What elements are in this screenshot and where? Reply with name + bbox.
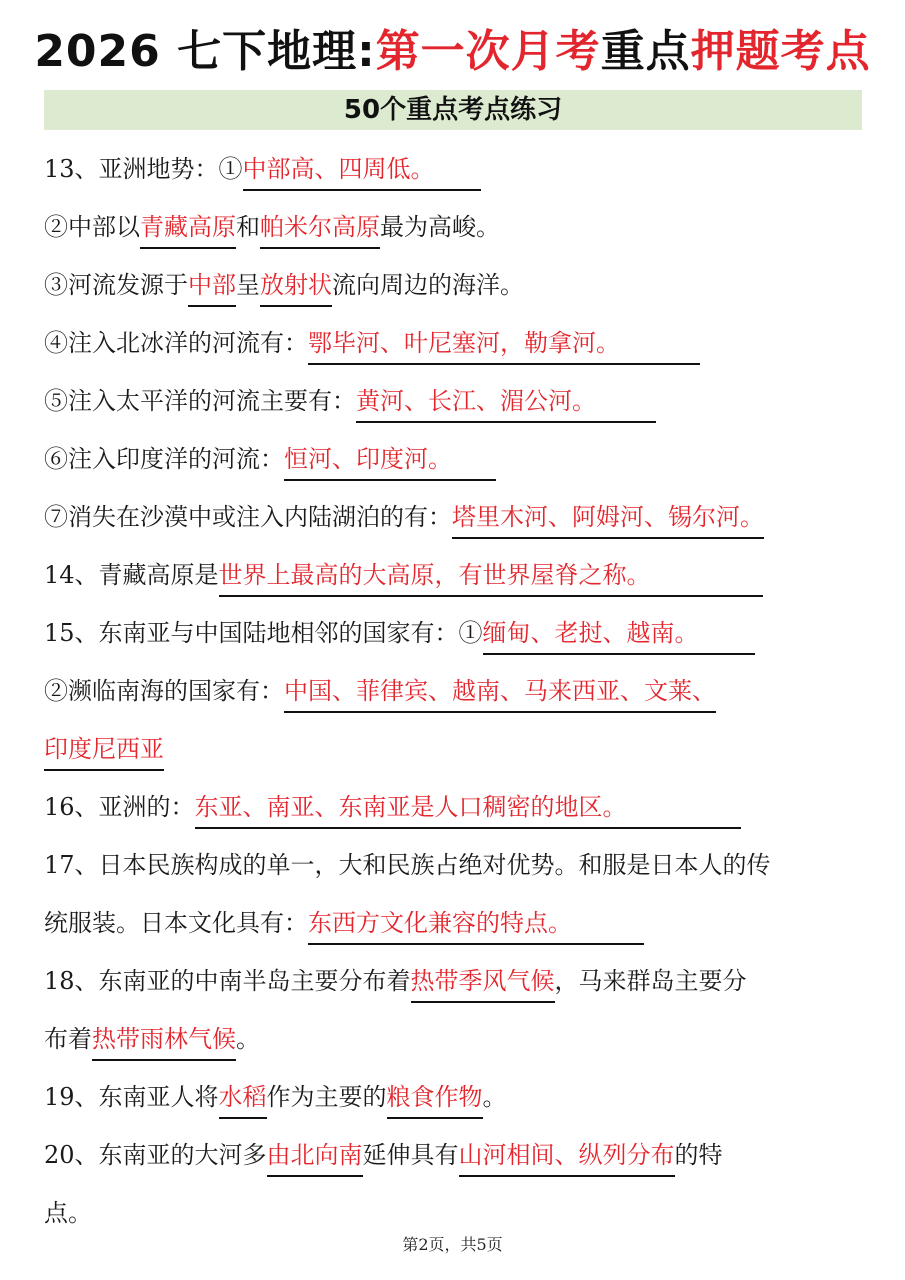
question-text: 呈 — [236, 271, 260, 299]
question-text: 16、亚洲的： — [44, 793, 195, 821]
list-item — [44, 488, 866, 546]
question-text: 15、东南亚与中国陆地相邻的国家有：① — [44, 619, 483, 647]
list-item — [44, 1126, 866, 1184]
answer-blank: 水稻 — [219, 1077, 267, 1119]
answer-blank: 帕米尔高原 — [260, 207, 380, 249]
list-item — [44, 372, 866, 430]
list-item — [44, 314, 866, 372]
answer-blank: 由北向南 — [267, 1135, 363, 1177]
title-part-year: 2026 七下地理: — [34, 26, 376, 77]
title-part-exam: 第一次月考 — [375, 26, 601, 77]
answer-blank: 印度尼西亚 — [44, 729, 164, 771]
question-list — [44, 140, 866, 1242]
list-item — [44, 1010, 866, 1068]
answer-blank: 热带季风气候 — [411, 961, 555, 1003]
list-item — [44, 1068, 866, 1126]
answer-blank: 黄河、长江、湄公河。 — [356, 381, 656, 423]
list-item — [44, 604, 866, 662]
answer-blank: 粮食作物 — [387, 1077, 483, 1119]
question-text: ⑦消失在沙漠中或注入内陆湖泊的有： — [44, 503, 452, 531]
question-text: 和 — [236, 213, 260, 241]
question-text: 。 — [482, 1083, 507, 1111]
page-title — [0, 22, 905, 82]
answer-blank: 青藏高原 — [140, 207, 236, 249]
question-text: 20、东南亚的大河多 — [44, 1141, 267, 1169]
title-part-topics: 押题考点 — [690, 26, 871, 77]
question-text: 最为高峻。 — [380, 213, 500, 241]
answer-blank: 东西方文化兼容的特点。 — [308, 903, 644, 945]
answer-blank: 放射状 — [260, 265, 332, 307]
subtitle-banner — [44, 90, 862, 130]
question-text: ，马来群岛主要分 — [554, 967, 747, 995]
list-item — [44, 894, 866, 952]
list-item — [44, 256, 866, 314]
answer-blank: 中部 — [188, 265, 236, 307]
question-text: ③河流发源于 — [44, 271, 188, 299]
list-item — [44, 430, 866, 488]
answer-blank: 鄂毕河、叶尼塞河，勒拿河。 — [308, 323, 700, 365]
list-item — [44, 546, 866, 604]
question-text: 19、东南亚人将 — [44, 1083, 219, 1111]
page-footer — [0, 1232, 905, 1255]
answer-blank: 东亚、南亚、东南亚是人口稠密的地区。 — [195, 787, 741, 829]
question-text: ②中部以 — [44, 213, 140, 241]
question-text: 点。 — [44, 1199, 92, 1227]
question-text: 布着 — [44, 1025, 92, 1053]
question-text: 18、东南亚的中南半岛主要分布着 — [44, 967, 411, 995]
question-text: 作为主要的 — [266, 1083, 387, 1111]
question-text: ⑥注入印度洋的河流： — [44, 445, 284, 473]
question-text: 的特 — [674, 1141, 723, 1169]
question-text: 统服装。日本文化具有： — [44, 909, 308, 937]
question-text: 14、青藏高原是 — [44, 561, 219, 589]
answer-blank: 山河相间、纵列分布 — [459, 1135, 675, 1177]
subtitle-text: 50个重点考点练习 — [343, 95, 563, 125]
answer-blank: 缅甸、老挝、越南。 — [483, 613, 755, 655]
answer-blank: 恒河、印度河。 — [284, 439, 496, 481]
question-text: ⑤注入太平洋的河流主要有： — [44, 387, 356, 415]
question-text: 13、亚洲地势：① — [44, 155, 243, 183]
list-item — [44, 778, 866, 836]
answer-blank: 塔里木河、阿姆河、锡尔河。 — [452, 497, 764, 539]
answer-blank: 中部高、四周低。 — [243, 149, 481, 191]
title-part-key: 重点 — [600, 26, 691, 77]
page-number: 第2页，共5页 — [402, 1235, 503, 1254]
answer-blank: 热带雨林气候 — [92, 1019, 236, 1061]
list-item — [44, 952, 866, 1010]
question-text: 17、日本民族构成的单一，大和民族占绝对优势。和服是日本人的传 — [44, 851, 771, 879]
list-item — [44, 720, 866, 778]
answer-blank: 世界上最高的大高原，有世界屋脊之称。 — [219, 555, 763, 597]
list-item — [44, 198, 866, 256]
question-text: ④注入北冰洋的河流有： — [44, 329, 308, 357]
answer-blank: 中国、菲律宾、越南、马来西亚、文莱、 — [284, 671, 716, 713]
list-item — [44, 662, 866, 720]
question-text: ②濒临南海的国家有： — [44, 677, 284, 705]
question-text: 流向周边的海洋。 — [332, 271, 524, 299]
list-item — [44, 140, 866, 198]
list-item — [44, 836, 866, 894]
question-text: 延伸具有 — [362, 1141, 459, 1169]
question-text: 。 — [236, 1025, 260, 1053]
